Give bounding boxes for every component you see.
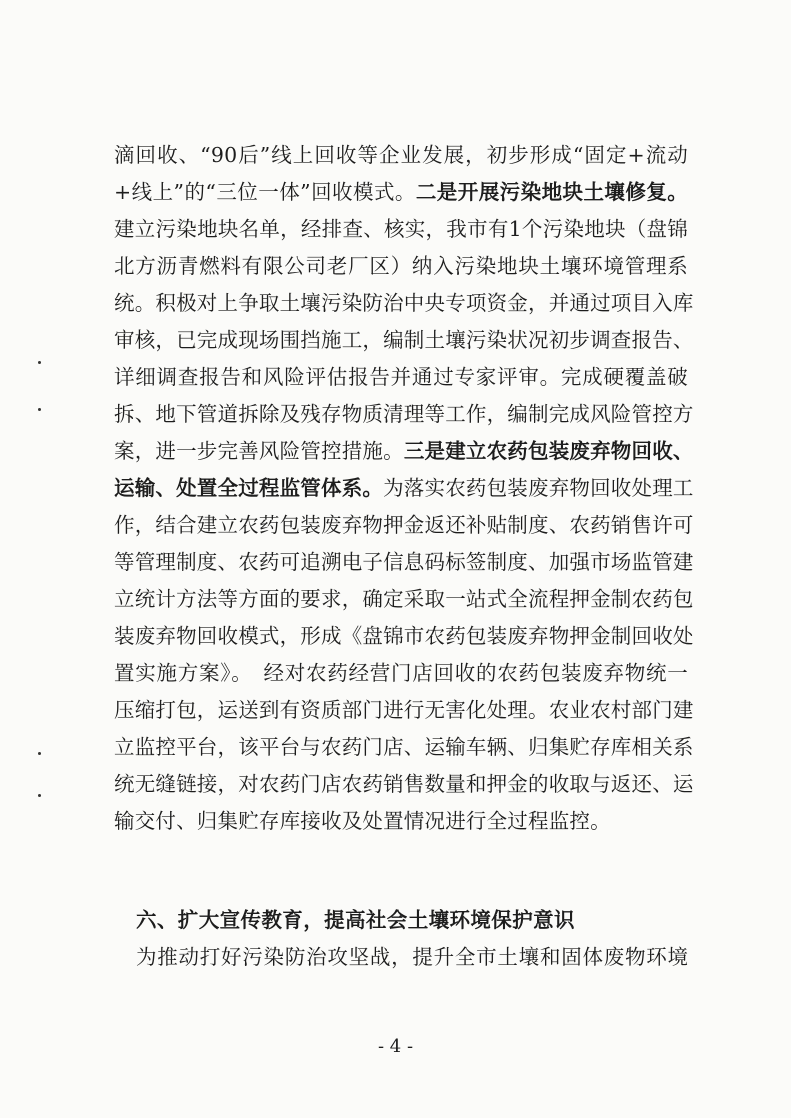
text-segment: 统无缝链接，对农药门店农药销售数量和押金的收取与返还、运 [114, 772, 694, 796]
paragraph-line [114, 470, 694, 507]
text-segment: 统。积极对上争取土壤污染防治中央专项资金，并通过项目入库 [114, 291, 694, 315]
text-segment: 审核，已完成现场围挡施工，编制土壤污染状况初步调查报告、 [114, 328, 694, 352]
text-segment: 北方沥青燃料有限公司老厂区）纳入污染地块土壤环境管理系 [114, 254, 688, 278]
bold-text-segment: 二是开展污染地块土壤修复。 [415, 180, 688, 204]
text-segment: 立监控平台，该平台与农药门店、运输车辆、归集贮存库相关系 [114, 735, 694, 759]
text-segment: 置实施方案》。 经对农药经营门店回收的农药包装废弃物统一 [114, 661, 688, 685]
binding-hole-mark [38, 408, 41, 411]
paragraph-line [114, 322, 694, 359]
text-segment: 输交付、归集贮存库接收及处置情况进行全过程监控。 [114, 809, 611, 833]
page-number: - 4 - [377, 1036, 414, 1057]
paragraph-line [114, 359, 688, 396]
binding-hole-mark [38, 752, 41, 755]
text-segment: 压缩打包，运送到有资质部门进行无害化处理。农业农村部门建 [114, 698, 694, 722]
binding-hole-mark [38, 794, 41, 797]
text-segment: 装废弃物回收模式，形成《盘锦市农药包装废弃物押金制回收处 [114, 624, 694, 648]
section-heading: 六、扩大宣传教育，提高社会土壤环境保护意识 [136, 908, 575, 932]
text-segment: 作，结合建立农药包装废弃物押金返还补贴制度、农药销售许可 [114, 513, 694, 537]
text-segment: 滴回收、“90后”线上回收等企业发展，初步形成“固定+流动 [114, 143, 688, 167]
paragraph-line [114, 174, 688, 211]
bold-text-segment: 运输、处置全过程监管体系。 [114, 476, 384, 500]
text-segment: 案，进一步完善风险管控措施。 [114, 439, 404, 463]
body-paragraph [114, 137, 694, 840]
binding-hole-mark [38, 361, 41, 364]
paragraph-line [114, 507, 694, 544]
paragraph-line [114, 248, 688, 285]
section-paragraph-line: 为推动打好污染防治攻坚战，提升全市土壤和固体废物环境 [136, 945, 688, 969]
paragraph-line [114, 803, 688, 840]
paragraph-line [114, 655, 688, 692]
text-segment: 拆、地下管道拆除及残存物质清理等工作，编制完成风险管控方 [114, 402, 694, 426]
text-segment: 详细调查报告和风险评估报告并通过专家评审。完成硬覆盖破 [114, 365, 688, 389]
paragraph-line [114, 581, 694, 618]
paragraph-line [114, 766, 694, 803]
text-segment: 建立污染地块名单，经排查、核实，我市有1个污染地块（盘锦 [114, 217, 688, 241]
paragraph-line [114, 692, 694, 729]
text-segment: 立统计方法等方面的要求，确定采取一站式全流程押金制农药包 [114, 587, 694, 611]
text-segment: 等管理制度、农药可追溯电子信息码标签制度、加强市场监管建 [114, 550, 694, 574]
text-segment: +线上”的“三位一体”回收模式。 [114, 180, 416, 204]
paragraph-line [114, 544, 694, 581]
paragraph-line [114, 618, 694, 655]
paragraph-line [114, 396, 694, 433]
paragraph-line [114, 211, 688, 248]
paragraph-line [114, 433, 694, 470]
bold-text-segment: 三是建立农药包装废弃物回收、 [403, 439, 694, 463]
paragraph-line [114, 285, 694, 322]
paragraph-line [114, 729, 694, 766]
paragraph-line [114, 137, 688, 174]
text-segment: 为落实农药包装废弃物回收处理工 [383, 476, 694, 500]
